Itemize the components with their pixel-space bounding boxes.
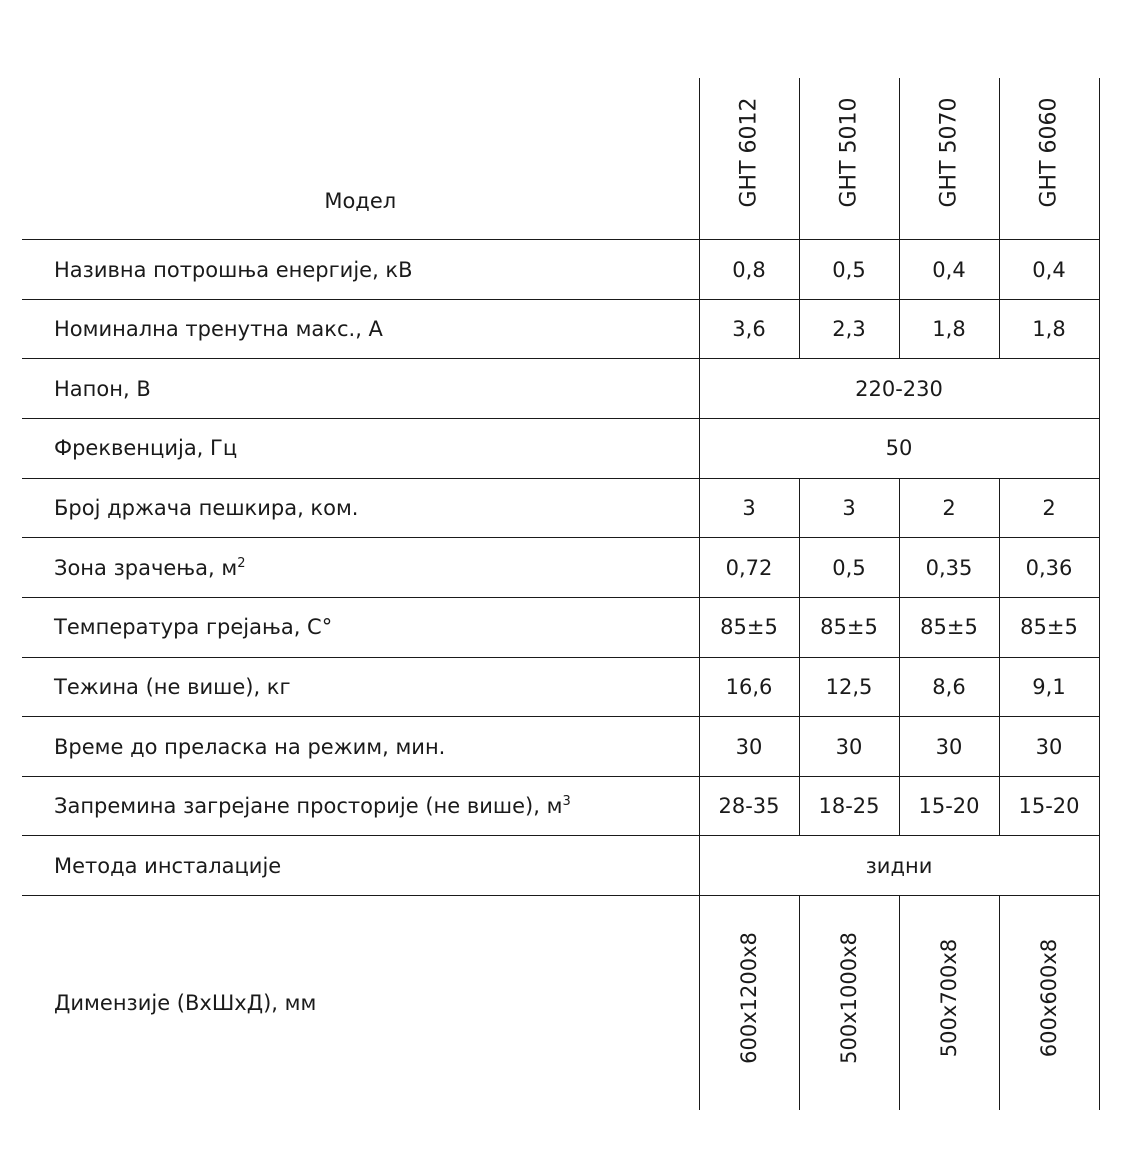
spec-value: 15-20 — [899, 776, 999, 836]
spec-value: 0,36 — [999, 538, 1099, 598]
model-name: GHT 5070 — [936, 97, 962, 208]
spec-label: Тежина (не више), кг — [22, 657, 699, 717]
spec-row-weight — [22, 657, 1099, 717]
spec-value: 0,4 — [999, 240, 1099, 300]
dimension-value: 600x1200x8 — [737, 932, 761, 1064]
spec-value: 15-20 — [999, 776, 1099, 836]
spec-label-superscript: 2 — [237, 555, 246, 571]
model-header-cell — [699, 78, 799, 240]
spec-value: 0,5 — [799, 240, 899, 300]
spec-value: 30 — [699, 717, 799, 777]
dimension-value: 500x700x8 — [937, 938, 961, 1058]
spec-label: Димензије (ВхШхД), мм — [22, 896, 699, 1110]
spec-merged-value: 50 — [699, 419, 1099, 479]
dimension-cell — [899, 896, 999, 1110]
spec-row-towel-holders — [22, 478, 1099, 538]
model-header-cell — [999, 78, 1099, 240]
spec-value: 3 — [699, 478, 799, 538]
spec-label-superscript: 3 — [562, 794, 571, 810]
model-header-cell — [899, 78, 999, 240]
spec-label: Напон, В — [22, 359, 699, 419]
model-name: GHT 6060 — [1036, 97, 1062, 208]
spec-value: 12,5 — [799, 657, 899, 717]
spec-row-room-volume — [22, 776, 1099, 836]
model-header-label: Модел — [324, 189, 397, 214]
spec-label: Номинална тренутна макс., А — [22, 299, 699, 359]
spec-label: Време до преласка на режим, мин. — [22, 717, 699, 777]
spec-label: Температура грејања, С° — [22, 597, 699, 657]
spec-row-frequency — [22, 419, 1099, 479]
spec-value: 2 — [899, 478, 999, 538]
spec-value: 9,1 — [999, 657, 1099, 717]
spec-row-warmup-time — [22, 717, 1099, 777]
spec-label: Фреквенција, Гц — [22, 419, 699, 479]
spec-label: Број држача пешкира, ком. — [22, 478, 699, 538]
dimension-value: 600x600x8 — [1037, 938, 1061, 1058]
spec-value: 0,4 — [899, 240, 999, 300]
dimension-value: 500x1000x8 — [837, 932, 861, 1064]
spec-label: Називна потрошња енергије, кВ — [22, 240, 699, 300]
spec-row-temperature — [22, 597, 1099, 657]
spec-label: Зона зрачења, м — [54, 555, 238, 580]
specifications-table — [22, 78, 1100, 1110]
spec-value: 0,72 — [699, 538, 799, 598]
spec-value: 18-25 — [799, 776, 899, 836]
spec-value: 1,8 — [899, 299, 999, 359]
model-header-cell — [799, 78, 899, 240]
spec-value: 16,6 — [699, 657, 799, 717]
spec-value: 3 — [799, 478, 899, 538]
spec-value: 8,6 — [899, 657, 999, 717]
spec-row-dimensions — [22, 896, 1099, 1110]
spec-value: 85±5 — [999, 597, 1099, 657]
header-row — [22, 78, 1099, 240]
spec-label: Метода инсталације — [22, 836, 699, 896]
spec-merged-value: зидни — [699, 836, 1099, 896]
spec-row-voltage — [22, 359, 1099, 419]
spec-value: 28-35 — [699, 776, 799, 836]
spec-value: 85±5 — [699, 597, 799, 657]
spec-value: 2 — [999, 478, 1099, 538]
spec-label-cell — [22, 538, 699, 598]
dimension-cell — [999, 896, 1099, 1110]
spec-value: 0,8 — [699, 240, 799, 300]
spec-row-installation — [22, 836, 1099, 896]
spec-value: 0,35 — [899, 538, 999, 598]
spec-value: 30 — [899, 717, 999, 777]
spec-row-current — [22, 299, 1099, 359]
spec-row-radiation-zone — [22, 538, 1099, 598]
spec-label-cell — [22, 776, 699, 836]
spec-value: 30 — [999, 717, 1099, 777]
spec-value: 0,5 — [799, 538, 899, 598]
dimension-cell — [799, 896, 899, 1110]
model-name: GHT 5010 — [836, 97, 862, 208]
spec-value: 85±5 — [899, 597, 999, 657]
spec-value: 3,6 — [699, 299, 799, 359]
dimension-cell — [699, 896, 799, 1110]
spec-row-power — [22, 240, 1099, 300]
spec-value: 85±5 — [799, 597, 899, 657]
spec-merged-value: 220-230 — [699, 359, 1099, 419]
spec-value: 30 — [799, 717, 899, 777]
spec-value: 2,3 — [799, 299, 899, 359]
spec-label: Запремина загрејане просторије (не више), м — [54, 794, 563, 819]
spec-value: 1,8 — [999, 299, 1099, 359]
model-name: GHT 6012 — [736, 97, 762, 208]
